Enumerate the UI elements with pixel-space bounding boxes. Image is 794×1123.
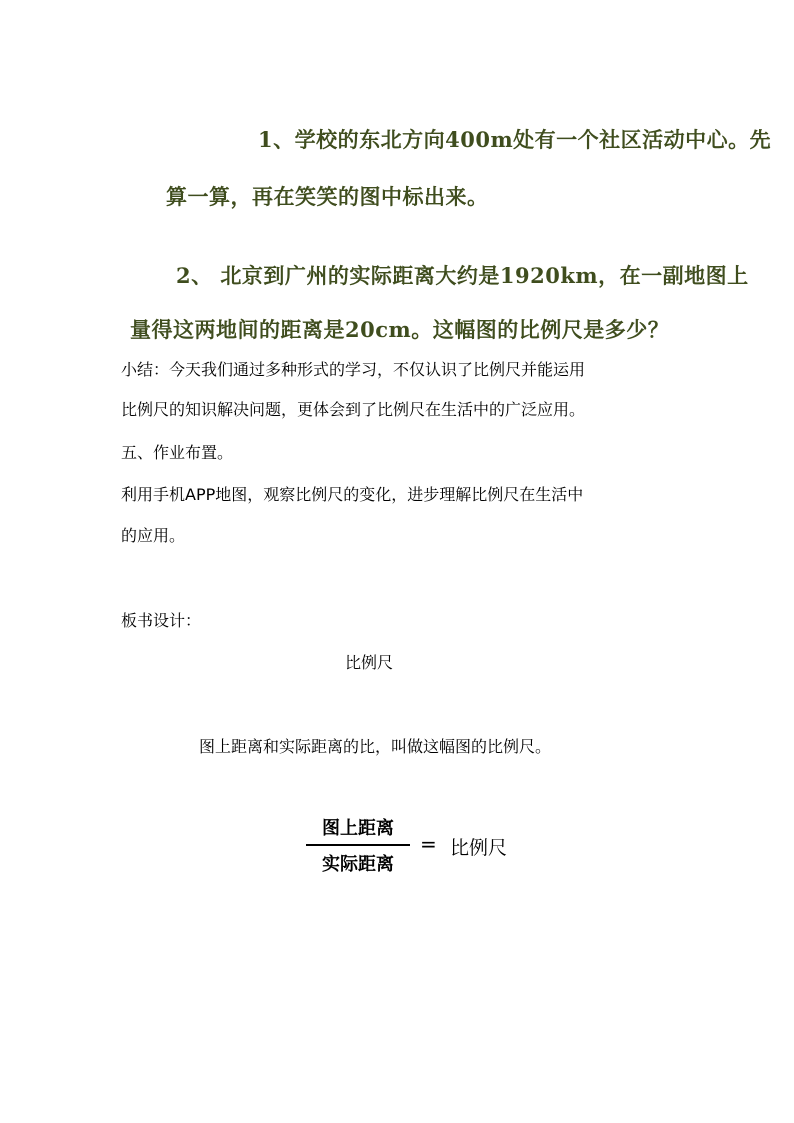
homework-heading: 五、作业布置。: [121, 443, 234, 462]
board-definition: 图上距离和实际距离的比，叫做这幅图的比例尺。: [199, 737, 552, 756]
homework-line-2: 的应用。: [121, 526, 186, 545]
exercise-1-line-2: 算一算，再在笑笑的图中标出来。: [166, 184, 489, 209]
exercise-2-line-1: 2、 北京到广州的实际距离大约是1920km，在一副地图上: [176, 263, 749, 288]
homework-line-1: 利用手机APP地图，观察比例尺的变化，进步理解比例尺在生活中: [121, 485, 584, 504]
board-title: 比例尺: [345, 653, 394, 672]
summary-line-1: 小结：今天我们通过多种形式的学习，不仅认识了比例尺并能运用: [121, 360, 586, 379]
formula-denominator: 实际距离: [322, 854, 394, 875]
exercise-2-line-2: 量得这两地间的距离是20cm。这幅图的比例尺是多少？: [130, 317, 670, 342]
formula-equals-sign: =: [420, 832, 437, 856]
fraction-bar: [306, 844, 410, 846]
scale-formula: [306, 812, 536, 882]
summary-line-2: 比例尺的知识解决问题，更体会到了比例尺在生活中的广泛应用。: [121, 400, 586, 419]
formula-result: 比例尺: [450, 837, 508, 859]
formula-numerator: 图上距离: [322, 818, 394, 839]
board-heading: 板书设计：: [121, 611, 202, 630]
exercise-1-line-1: 1、学校的东北方向400m处有一个社区活动中心。先: [258, 127, 772, 152]
